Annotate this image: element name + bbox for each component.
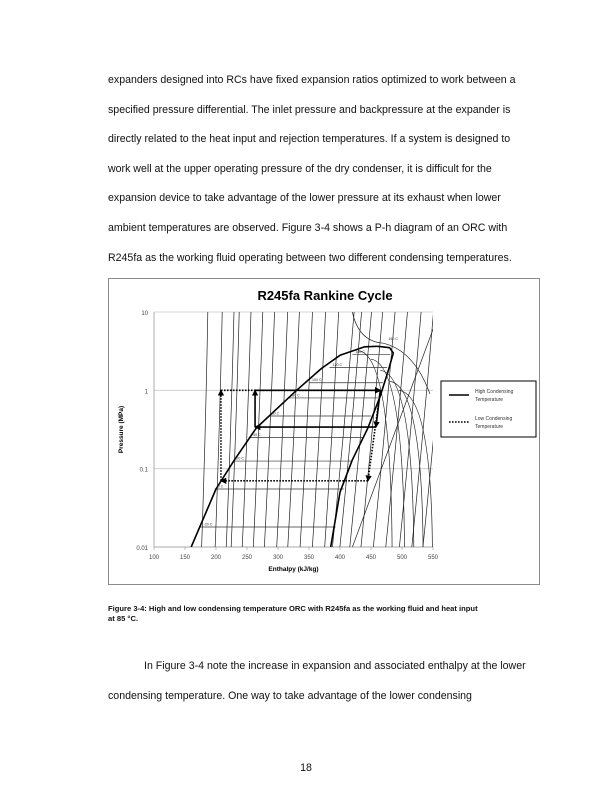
x-tick-label: 300 [272, 555, 284, 561]
isotherm-label: 100 C [312, 378, 322, 383]
text-line: work well at the upper operating pressure of the dry condenser, it is difficult for the [108, 162, 492, 175]
isotherm-label: 20 C [236, 456, 244, 461]
svg-text:Temperature: Temperature [475, 424, 504, 430]
isotherm-label: 140 C [355, 350, 365, 355]
ph-diagram-figure [108, 278, 540, 585]
isotherm-label: 120 C [332, 363, 343, 368]
text-line: directly related to the heat input and rejection temperatures. If a system is designed to [108, 133, 511, 146]
text-line: In Figure 3-4 note the increase in expansion and associated enthalpy at the lower [144, 660, 526, 672]
x-tick-label: 350 [303, 555, 315, 561]
text-line: R245fa as the working fluid operating between two different condensing temperatures. [108, 251, 512, 264]
y-tick-label: 10 [141, 311, 148, 317]
x-tick-label: 100 [148, 555, 160, 561]
x-axis-label: Enthalpy (kJ/kg) [268, 566, 319, 573]
x-tick-label: 400 [334, 555, 346, 561]
paragraph-bottom [108, 652, 548, 711]
chart-title: R245fa Rankine Cycle [257, 288, 393, 303]
caption-line: at 85 °C. [108, 614, 139, 623]
text-line: expansion device to take advantage of the lower pressure at its exhaust when lower [108, 192, 501, 205]
isotherm-label: -20 C [203, 522, 213, 527]
y-tick-label: 0.01 [136, 546, 148, 552]
x-tick-label: 450 [365, 555, 377, 561]
y-tick-label: 0.1 [139, 467, 148, 474]
caption-line: Figure 3-4: High and low condensing temperature ORC with R245fa as the working fluid and heat input [108, 604, 478, 613]
isotherm-label: 160 C [388, 336, 398, 341]
y-tick-label: 1 [144, 389, 148, 396]
x-tick-label: 250 [241, 555, 253, 561]
svg-text:Low Condensing: Low Condensing [475, 416, 513, 422]
saturated-vapor-line [331, 346, 394, 547]
paragraph-top [108, 66, 548, 273]
figure-caption [108, 604, 548, 624]
text-line: condensing temperature. One way to take advantage of the lower condensing [108, 689, 472, 702]
x-tick-label: 550 [427, 555, 439, 561]
plot-area [191, 312, 444, 547]
chart-svg [109, 279, 541, 586]
text-line: specified pressure differential. The inlet pressure and backpressure at the expander is [108, 103, 511, 116]
isotherm-label: 40 C [253, 432, 261, 437]
y-axis-label: Pressure (MPa) [118, 405, 125, 454]
x-tick-label: 150 [179, 555, 191, 561]
page-number: 18 [300, 762, 312, 774]
isotherm-label: 60 C [271, 411, 280, 416]
x-tick-label: 200 [210, 555, 222, 561]
isotherm-label: 80 C [292, 393, 300, 398]
text-line: expanders designed into RCs have fixed expansion ratios optimized to work between a [108, 74, 516, 86]
x-tick-label: 500 [396, 555, 408, 561]
text-line: ambient temperatures are observed. Figure 3-4 shows a P-h diagram of an ORC with [108, 221, 508, 234]
isotherm-label: 0 C [217, 484, 224, 489]
svg-text:High Condensing: High Condensing [475, 389, 514, 395]
svg-text:Temperature: Temperature [475, 397, 504, 403]
